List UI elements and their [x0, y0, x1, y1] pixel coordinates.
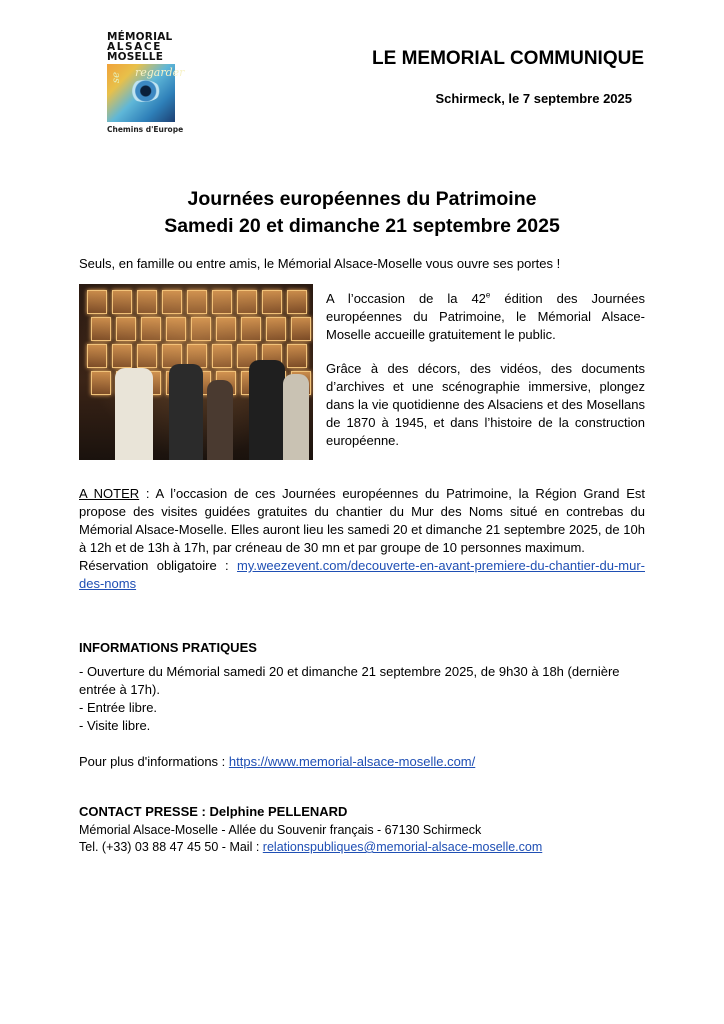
logo-image-vertical-word: se: [111, 72, 122, 84]
photo-visitor: [115, 368, 153, 460]
info-free-visit: - Visite libre.: [79, 718, 151, 733]
logo-image-word: regarder: [135, 66, 185, 79]
logo-line-moselle: MOSELLE: [107, 51, 164, 63]
logo-line-memorial: MÉMORIAL: [107, 31, 173, 43]
contact-phone-mail: [79, 838, 645, 856]
contact-heading: CONTACT PRESSE : Delphine PELLENARD: [79, 804, 348, 819]
memorial-logo: [107, 31, 185, 134]
main-title-line-1: Journées européennes du Patrimoine: [187, 188, 537, 210]
intro-text: Seuls, en famille ou entre amis, le Mémorial Alsace-Moselle vous ouvre ses portes !: [79, 256, 561, 271]
exhibition-photo: [79, 284, 313, 460]
photo-visitor: [283, 374, 309, 460]
header-date: Schirmeck, le 7 septembre 2025: [435, 91, 632, 106]
paragraph-occasion-superscript: e: [485, 290, 491, 300]
main-title: [0, 186, 724, 240]
logo-subtitle: Chemins d'Europe: [107, 125, 184, 134]
contact-address: Mémorial Alsace-Moselle - Allée du Souvenir français - 67130 Schirmeck: [79, 823, 482, 837]
contact-tel-label: Tel. (+33) 03 88 47 45 50 - Mail :: [79, 840, 263, 854]
info-free-entry: - Entrée libre.: [79, 700, 158, 715]
paragraph-occasion: [326, 290, 645, 344]
photo-visitor: [169, 364, 203, 460]
info-more: [79, 753, 645, 771]
info-opening-hours: - Ouverture du Mémorial samedi 20 et dimanche 21 septembre 2025, de 9h30 à 18h (dernière entrée à 17h).: [79, 664, 620, 697]
photo-visitor: [249, 360, 285, 460]
website-link[interactable]: https://www.memorial-alsace-moselle.com/: [228, 754, 476, 769]
info-heading: INFORMATIONS PRATIQUES: [79, 640, 257, 655]
main-title-line-2: Samedi 20 et dimanche 21 septembre 2025: [164, 215, 560, 237]
paragraph-occasion-end: édition des Journées européennes du Patrimoine, le Mémorial Alsace-Moselle accueille gratuitement le public.: [326, 291, 645, 342]
logo-line-alsace: ALSACE: [107, 41, 162, 53]
paragraph-scenography: Grâce à des décors, des vidéos, des documents d’archives et une scénographie immersive, plongez dans la vie quotidienne des Alsaciens et des Mosellans de 1870 à 1945, et dans l’histoire de la construction européenne.: [326, 361, 645, 448]
info-more-label: Pour plus d'informations :: [79, 754, 229, 769]
reservation-link[interactable]: my.weezevent.com/decouverte-en-avant-premiere-du-chantier-du-mur-des-noms: [79, 558, 645, 591]
note-paragraph: [79, 485, 645, 593]
paragraph-occasion-start: A l’occasion de la 42: [326, 291, 486, 306]
photo-visitor: [207, 380, 233, 460]
note-text: : A l’occasion de ces Journées européennes du Patrimoine, la Région Grand Est propose des visites guidées gratuites du chantier du Mur des Noms situé en contrebas du Mémorial Alsace-Moselle. Elles auront lieu les samedi 20 et dimanche 21 septembre 2025, de 10h à 12h et de 13h à 17h, par créneau de 30 mn et par groupe de 10 personnes maximum.: [79, 486, 645, 555]
eye-icon: [127, 80, 161, 102]
note-label: A NOTER: [79, 486, 140, 501]
reservation-label: Réservation obligatoire :: [79, 558, 238, 573]
logo-eye-image: [107, 64, 185, 122]
header-title: LE MEMORIAL COMMUNIQUE: [372, 48, 644, 69]
email-link[interactable]: relationspubliques@memorial-alsace-moselle.com: [262, 840, 543, 854]
